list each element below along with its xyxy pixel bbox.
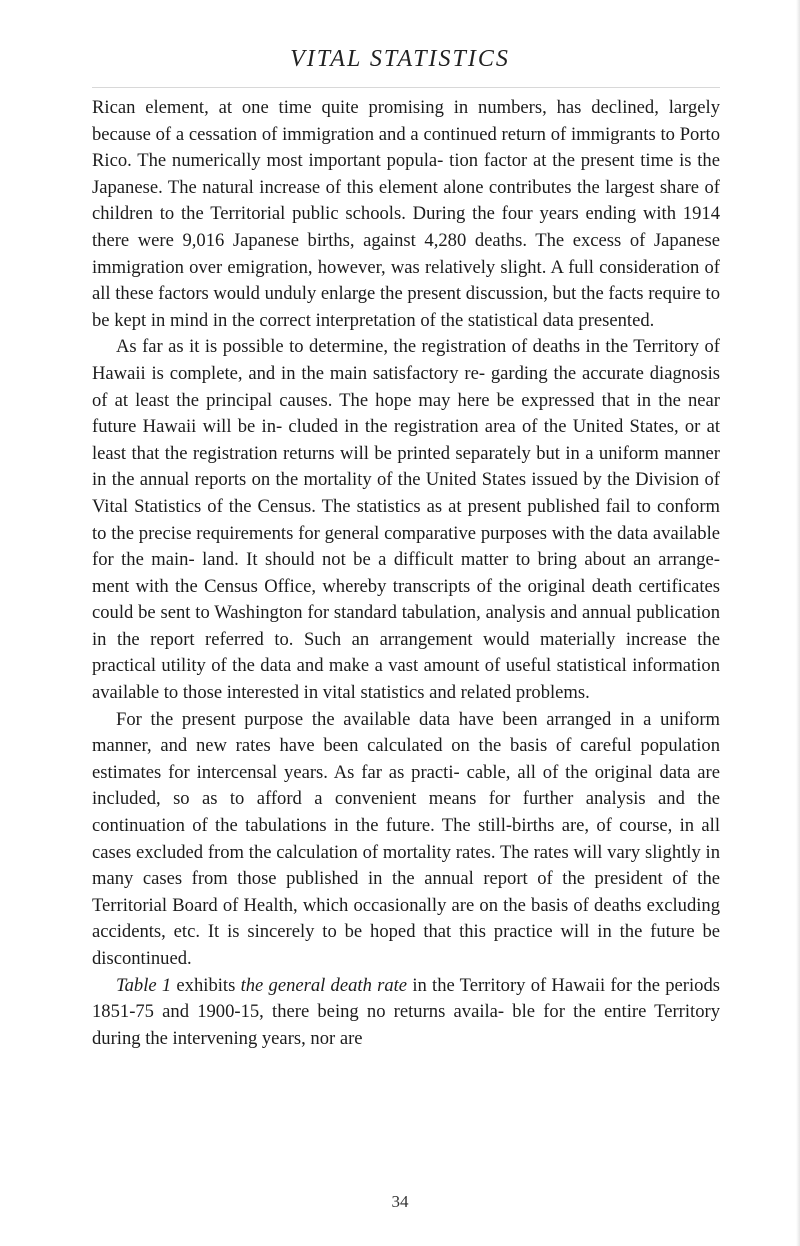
body-text bbox=[92, 95, 720, 1052]
paragraph-4-text-a: exhibits bbox=[171, 974, 241, 996]
paragraph-3: For the present purpose the available data have been arranged in a uniform manner, and new rates have been calculated on the basis of careful population estimates for intercensal years. As far as practi- cable, all of the original data are included, so as to afford a convenient means for further analysis and the continuation of the tabulations in the future. The still-births are, of course, in all cases excluded from the calculation of mortality rates. The rates will vary slightly in many cases from those published in the annual report of the president of the Territorial Board of Health, which occasionally are on the basis of deaths excluding accidents, etc. It is sincerely to be hoped that this practice will in the future be discontinued. bbox=[92, 708, 720, 969]
paragraph-2: As far as it is possible to determine, the registration of deaths in the Territory of Hawaii is complete, and in the main satisfactory re- garding the accurate diagnosis of at least the principal causes. The hope may here be expressed that in the near future Hawaii will be in- cluded in the registration area of the United States, or at least that the registration returns will be printed separately but in a uniform manner in the annual reports on the mortality of the United States issued by the Division of Vital Statistics of the Census. The statistics as at present published fail to conform to the precise requirements for general comparative purposes with the data available for the main- land. It should not be a difficult matter to bring about an arrange- ment with the Census Office, whereby transcripts of the original death certificates could be sent to Washington for standard tabulation, analysis and annual publication in the report referred to. Such an arrangement would materially increase the practical utility of the data and make a vast amount of useful statistical information available to those interested in vital statistics and related problems. bbox=[92, 336, 720, 704]
page-number: 34 bbox=[391, 1192, 409, 1211]
paragraph-1: Rican element, at one time quite promising in numbers, has declined, largely because of a cessation of immigration and a continued return of immigrants to Porto Rico. The numerically most important popula- tion factor at the present time is the Japanese. The natural increase of this element alone contributes the largest share of children to the Territorial public schools. During the four years ending with 1914 there were 9,016 Japanese births, against 4,280 deaths. The excess of Japanese immigration over emigration, however, was relatively slight. A full consideration of all these factors would unduly enlarge the present discussion, but the facts require to be kept in mind in the correct interpretation of the statistical data presented. bbox=[92, 97, 720, 331]
table-reference: Table 1 bbox=[116, 974, 172, 996]
header-divider bbox=[92, 87, 720, 88]
paragraph-4 bbox=[92, 973, 720, 1053]
scan-edge-shadow bbox=[796, 0, 800, 1246]
emphasis-general-death-rate: the general death rate bbox=[240, 974, 408, 996]
paragraph-4-text-b: in the Territory of Hawaii for the periods 1851-75 and 1900-15, there being no returns availa- ble for the entire Territory during the intervening years, nor are bbox=[92, 974, 720, 1049]
running-head-title: VITAL STATISTICS bbox=[290, 46, 510, 72]
